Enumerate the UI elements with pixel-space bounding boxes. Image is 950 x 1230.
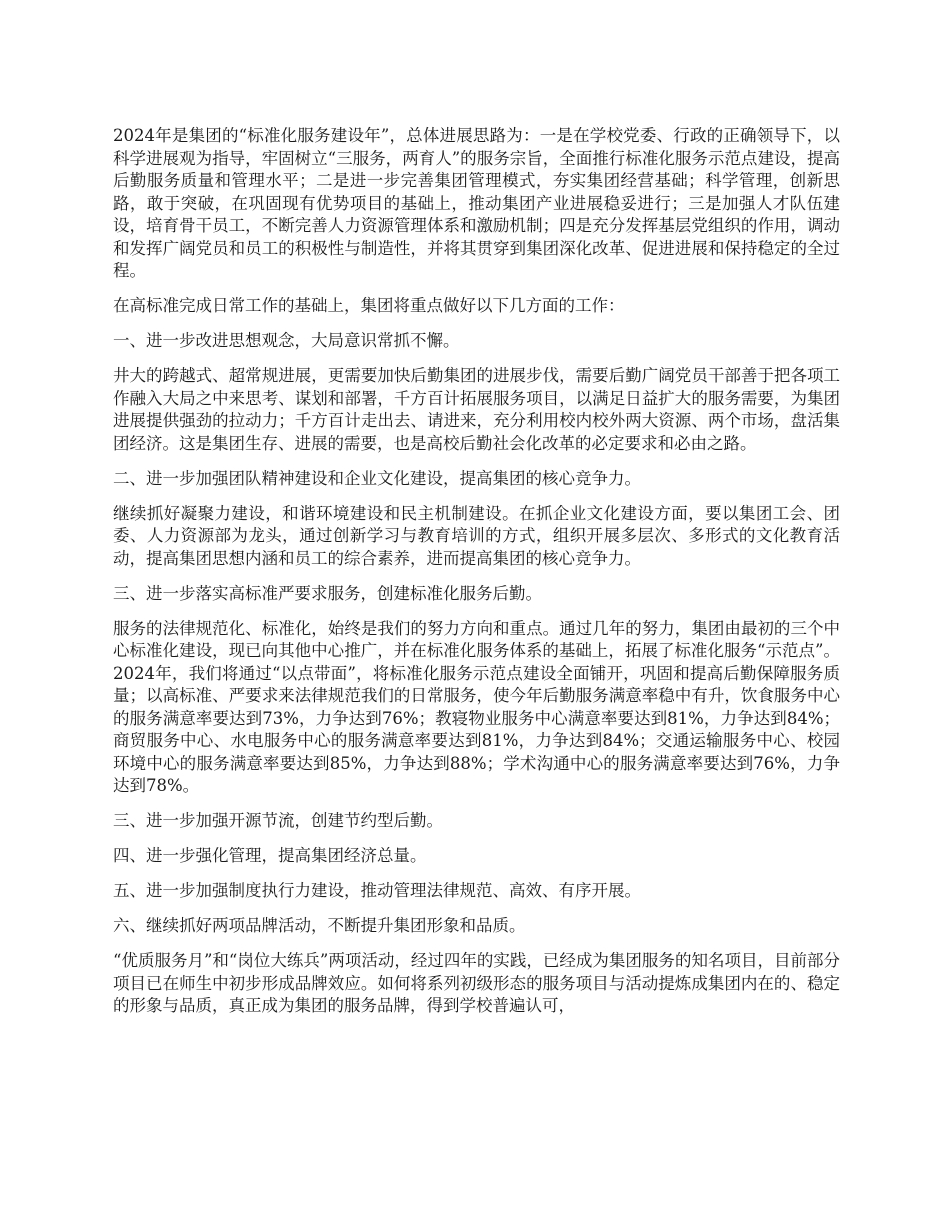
paragraph-focus: 在高标准完成日常工作的基础上，集团将重点做好以下几方面的工作： [113,296,625,315]
paragraph-section-2: 继续抓好凝聚力建设，和谐环境建设和民主机制建设。在抓企业文化建设方面，要以集团工会、团委、人力资源部为龙头，通过创新学习与教育培训的方式，组织开展多层次、多形式的文化教育活动，提高集团思想内涵和员工的综合素养，进而提高集团的核心竞争力。 [113,503,840,568]
paragraph-section-6: “优质服务月”和“岗位大练兵”两项活动，经过四年的实践，已经成为集团服务的知名项目，目前部分项目已在师生中初步形成品牌效应。如何将系列初级形态的服务项目与活动提炼成集团内在的、稳定的形象与品质，真正成为集团的服务品牌，得到学校普遍认可， [113,951,840,1015]
paragraph-section-1: 井大的跨越式、超常规进展，更需要加快后勤集团的进展步伐，需要后勤广阔党员干部善于把各项工作融入大局之中来思考、谋划和部署，千方百计拓展服务项目，以满足日益扩大的服务需要，为集团进展提供强劲的拉动力；千方百计走出去、请进来，充分利用校内校外两大资源、两个市场，盘活集团经济。这是集团生存、进展的需要，也是高校后勤社会化改革的必定要求和必由之路。 [113,366,840,453]
paragraph-intro: 2024年是集团的“标准化服务建设年”，总体进展思路为：一是在学校党委、行政的正确领导下，以科学进展观为指导，牢固树立“三服务，两育人”的服务宗旨，全面推行标准化服务示范点建设，提高后勤服务质量和管理水平；二是进一步完善集团管理模式，夯实集团经营基础；科学管理，创新思路，敢于突破，在巩固现有优势项目的基础上，推动集团产业进展稳妥进行；三是加强人才队伍建设，培育骨干员工，不断完善人力资源管理体系和激励机制；四是充分发挥基层党组织的作用，调动和发挥广阔党员和员工的积极性与制造性，并将其贯穿到集团深化改革、促进进展和保持稳定的全过程。 [113,126,840,280]
section-heading-5: 五、进一步加强制度执行力建设，推动管理法律规范、高效、有序开展。 [113,881,641,900]
section-heading-6: 六、继续抓好两项品牌活动，不断提升集团形象和品质。 [113,916,526,935]
section-heading-4: 四、进一步强化管理，提高集团经济总量。 [113,846,427,865]
document-body [113,125,840,1030]
section-heading-3: 三、进一步落实高标准严要求服务，创建标准化服务后勤。 [113,583,542,603]
paragraph-section-3: 服务的法律规范化、标准化，始终是我们的努力方向和重点。通过几年的努力，集团由最初的三个中心标准化建设，现已向其他中心推广，并在标准化服务体系的基础上，拓展了标准化服务“示范点”。2024年，我们将通过“以点带面”，将标准化服务示范点建设全面铺开，巩固和提高后勤保障服务质量；以高标准、严要求来法律规范我们的日常服务，使今年后勤服务满意率稳中有升，饮食服务中心的服务满意率要达到73%，力争达到76%；教寝物业服务中心满意率要达到81%，力争达到84%；商贸服务中心、水电服务中心的服务满意率要达到81%，力争达到84%；交通运输服务中心、校园环境中心的服务满意率要达到85%，力争达到88%；学术沟通中心的服务满意率要达到76%，力争达到78%。 [113,618,840,795]
section-heading-1: 一、进一步改进思想观念，大局意识常抓不懈。 [113,331,460,350]
section-heading-2: 二、进一步加强团队精神建设和企业文化建设，提高集团的核心竞争力。 [113,468,641,488]
section-heading-3b: 三、进一步加强开源节流，创建节约型后勤。 [113,811,443,830]
